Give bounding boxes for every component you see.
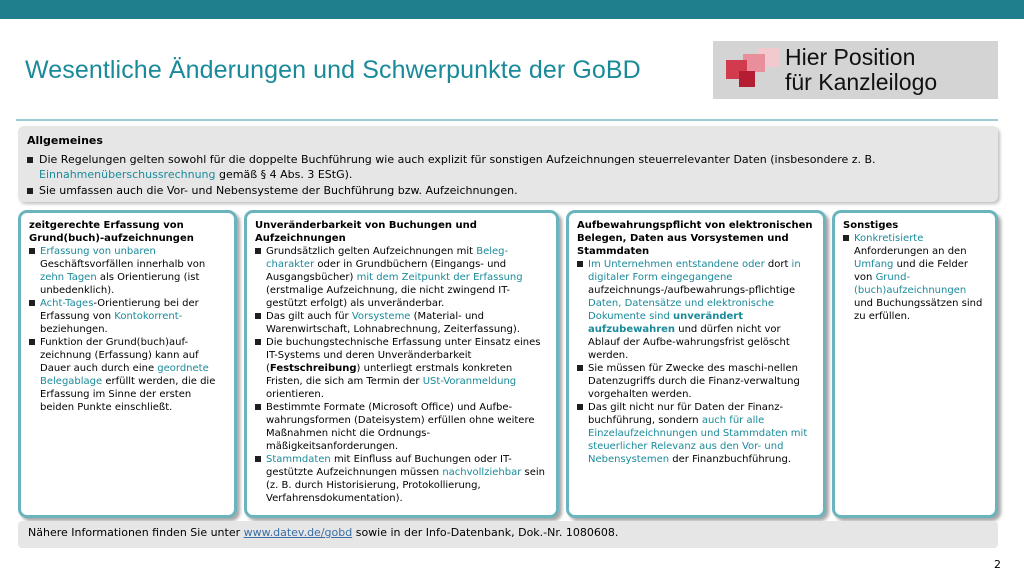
card-bullet: Funktion der Grund(buch)auf-zeichnung (Erfassung) kann auf Dauer auch durch eine geordnete Belegablage erfüllt werden, die die Erfassung im Sinne der ersten beiden Punkte einschließt.: [29, 336, 226, 414]
card-heading: Sonstiges: [843, 220, 899, 231]
card-bullet: Die buchungstechnische Erfassung unter Einsatz eines IT-Systems und deren Unveränderbarkeit (Festschreibung) unterliegt erstmals konkreten Fristen, die sich am Termin der USt-Voranmeldung orientieren.: [255, 336, 548, 401]
logo-text: Hier Position für Kanzleilogo: [785, 44, 938, 95]
card-bullet: Im Unternehmen entstandene oder dort in digitaler Form eingegangene aufzeichnungs-/aufbewahrungs-pflichtige Daten, Datensätze und elektronische Dokumente sind unverändert aufzubewahren und dürfen nicht vor Ablauf der Aufbe-wahrungsfrist gelöscht werden.: [577, 258, 815, 362]
page-number: 2: [994, 558, 1001, 571]
top-bar: [0, 0, 1024, 19]
card-immutability: [244, 210, 559, 518]
page-title: Wesentliche Änderungen und Schwerpunkte der GoBD: [25, 56, 641, 84]
card-bullet: Sie müssen für Zwecke des maschi-nellen Datenzugriffs durch die Finanz-verwaltung vorgehalten werden.: [577, 362, 815, 401]
card-bullet: Stammdaten mit Einfluss auf Buchungen oder IT-gestützte Aufzeichnungen müssen nachvollziehbar sein (z. B. durch Historisierung, Protokollierung, Verfahrensdokumentation).: [255, 453, 548, 505]
logo-placeholder: [713, 41, 998, 99]
card-other: [832, 210, 998, 518]
general-bullet: Sie umfassen auch die Vor- und Nebensysteme der Buchführung bzw. Aufzeichnungen.: [27, 184, 988, 199]
card-bullet: Konkretisierte Anforderungen an den Umfang und die Felder von Grund-(buch)aufzeichnungen und Buchungssätzen sind zu erfüllen.: [843, 232, 987, 323]
card-bullet: Acht-Tages-Orientierung bei der Erfassung von Kontokorrent- beziehungen.: [29, 297, 226, 336]
general-bullet: Die Regelungen gelten sowohl für die doppelte Buchführung wie auch explizit für sonstigen Aufzeichnungen steuerrelevanter Daten (insbesondere z. B. Einnahmenüberschussrechnung gemäß § 4 Abs. 3 EStG).: [27, 153, 988, 182]
card-bullet: Bestimmte Formate (Microsoft Office) und Aufbe-wahrungsformen (Dateisystem) erfüllen ohne weitere Maßnahmen nicht die Ordnungs-mäßigkeitsanforderungen.: [255, 401, 548, 453]
card-heading: zeitgerechte Erfassung von Grund(buch)-aufzeichnungen: [29, 220, 194, 244]
card-timely-recording: [18, 210, 237, 518]
card-bullet: Grundsätzlich gelten Aufzeichnungen mit Beleg-charakter oder in Grundbüchern (Eingangs- und Ausgangsbücher) mit dem Zeitpunkt der Erfassung (erstmalige Aufzeichnung, die nicht zwingend IT-gestützt erfolgt) als unveränderbar.: [255, 245, 548, 310]
card-retention: [566, 210, 826, 518]
footer-info: Nähere Informationen finden Sie unter www.datev.de/gobd sowie in der Info-Datenbank, Dok.-Nr. 1080608.: [18, 521, 998, 548]
card-bullet: Erfassung von unbaren Geschäftsvorfällen innerhalb von zehn Tagen als Orientierung (ist unbedenklich).: [29, 245, 226, 297]
general-heading: Allgemeines: [27, 134, 103, 147]
title-divider: [16, 119, 998, 121]
card-bullet: Das gilt auch für Vorsysteme (Material- und Warenwirtschaft, Lohnabrechnung, Zeiterfassung).: [255, 310, 548, 336]
card-heading: Unveränderbarkeit von Buchungen und Aufzeichnungen: [255, 220, 477, 244]
card-bullet: Das gilt nicht nur für Daten der Finanz-buchführung, sondern auch für alle Einzelaufzeichnungen und Stammdaten mit steuerlicher Relevanz aus den Vor- und Nebensystemen der Finanzbuchführung.: [577, 401, 815, 466]
datev-link[interactable]: www.datev.de/gobd: [243, 526, 353, 539]
general-panel: [18, 126, 998, 202]
logo-square-icon: [739, 71, 755, 87]
card-heading: Aufbewahrungspflicht von elektronischen Belegen, Daten aus Vorsystemen und Stammdaten: [577, 220, 813, 257]
